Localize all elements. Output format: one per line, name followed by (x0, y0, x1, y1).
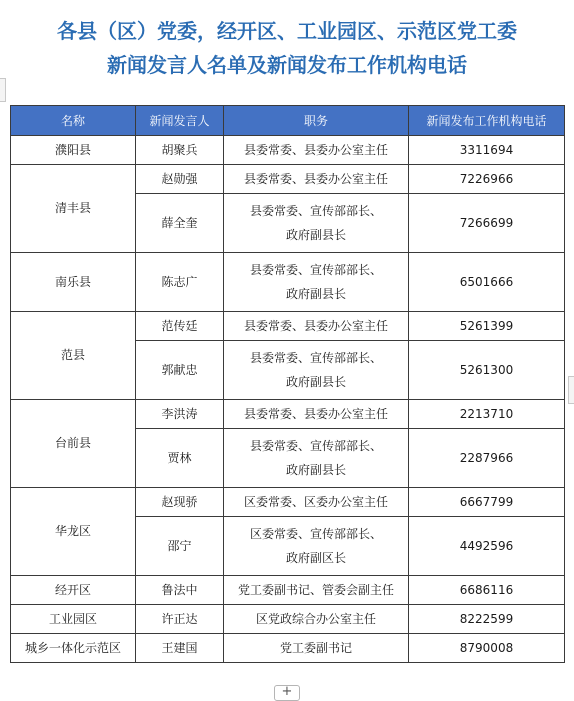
duty-cell (224, 341, 409, 400)
duty-line: 政府副县长 (285, 375, 346, 389)
table-header-row (11, 106, 565, 136)
phone-cell: 5261300 (409, 341, 565, 400)
unit-cell: 南乐县 (11, 253, 136, 312)
duty-line: 政府副县长 (285, 287, 346, 301)
duty-line: 县委常委、宣传部部长、 (249, 263, 382, 277)
duty-line: 党工委副书记、管委会副主任 (237, 582, 394, 597)
phone-cell: 6686116 (409, 576, 565, 605)
duty-cell (224, 194, 409, 253)
table-row (11, 634, 565, 663)
duty-line: 政府副县长 (285, 228, 346, 242)
spokesperson-cell: 许正达 (136, 605, 224, 634)
phone-cell: 2287966 (409, 429, 565, 488)
phone-cell: 8222599 (409, 605, 565, 634)
table-row (11, 576, 565, 605)
phone-cell: 2213710 (409, 400, 565, 429)
phone-cell: 6501666 (409, 253, 565, 312)
duty-cell (224, 400, 409, 429)
table-row (11, 400, 565, 429)
duty-cell (224, 429, 409, 488)
phone-cell: 8790008 (409, 634, 565, 663)
spokesperson-cell: 贾林 (136, 429, 224, 488)
header-duty: 职务 (224, 106, 409, 136)
spokesperson-cell: 鲁法中 (136, 576, 224, 605)
spokesperson-cell: 郭献忠 (136, 341, 224, 400)
spokesperson-cell: 胡聚兵 (136, 136, 224, 165)
header-spokesperson: 新闻发言人 (136, 106, 224, 136)
table-row (11, 488, 565, 517)
document-title (0, 14, 574, 82)
spokesperson-cell: 薛全奎 (136, 194, 224, 253)
duty-cell (224, 165, 409, 194)
duty-cell (224, 517, 409, 576)
duty-line: 县委常委、宣传部部长、 (249, 204, 382, 218)
left-margin-marker[interactable] (0, 78, 6, 102)
duty-cell (224, 253, 409, 312)
spokesperson-table (10, 105, 565, 663)
duty-line: 政府副区长 (285, 551, 346, 565)
spokesperson-cell: 陈志广 (136, 253, 224, 312)
duty-line: 县委常委、县委办公室主任 (243, 406, 388, 421)
duty-line: 区党政综合办公室主任 (255, 611, 376, 626)
right-margin-marker[interactable] (568, 376, 574, 404)
spokesperson-cell: 范传廷 (136, 312, 224, 341)
table-row (11, 136, 565, 165)
duty-cell (224, 605, 409, 634)
spokesperson-cell: 王建国 (136, 634, 224, 663)
duty-line: 县委常委、宣传部部长、 (249, 439, 382, 453)
duty-line: 县委常委、县委办公室主任 (243, 142, 388, 157)
duty-cell (224, 576, 409, 605)
title-line-2: 新闻发言人名单及新闻发布工作机构电话 (107, 53, 467, 77)
duty-cell (224, 136, 409, 165)
spokesperson-cell: 李洪涛 (136, 400, 224, 429)
phone-cell: 4492596 (409, 517, 565, 576)
spokesperson-cell: 邵宁 (136, 517, 224, 576)
table-row (11, 165, 565, 194)
table-row (11, 312, 565, 341)
duty-line: 县委常委、县委办公室主任 (243, 318, 388, 333)
unit-cell: 清丰县 (11, 165, 136, 253)
duty-cell (224, 312, 409, 341)
unit-cell: 城乡一体化示范区 (11, 634, 136, 663)
phone-cell: 7266699 (409, 194, 565, 253)
phone-cell: 7226966 (409, 165, 565, 194)
unit-cell: 台前县 (11, 400, 136, 488)
duty-cell (224, 634, 409, 663)
spokesperson-cell: 赵勋强 (136, 165, 224, 194)
duty-line: 党工委副书记 (279, 640, 352, 655)
table-row (11, 605, 565, 634)
duty-line: 县委常委、县委办公室主任 (243, 171, 388, 186)
duty-line: 县委常委、宣传部部长、 (249, 351, 382, 365)
unit-cell: 工业园区 (11, 605, 136, 634)
phone-cell: 5261399 (409, 312, 565, 341)
spokesperson-cell: 赵现骄 (136, 488, 224, 517)
unit-cell: 华龙区 (11, 488, 136, 576)
add-row-button[interactable]: + (274, 685, 300, 701)
unit-cell: 经开区 (11, 576, 136, 605)
table-row (11, 253, 565, 312)
table-body (11, 136, 565, 663)
unit-cell: 范县 (11, 312, 136, 400)
header-phone: 新闻发布工作机构电话 (409, 106, 565, 136)
duty-line: 政府副县长 (285, 463, 346, 477)
title-line-1: 各县（区）党委，经开区、工业园区、示范区党工委 (57, 19, 517, 43)
duty-line: 区委常委、区委办公室主任 (243, 494, 388, 509)
unit-cell: 濮阳县 (11, 136, 136, 165)
duty-line: 区委常委、宣传部部长、 (249, 527, 382, 541)
header-unit: 名称 (11, 106, 136, 136)
duty-cell (224, 488, 409, 517)
phone-cell: 3311694 (409, 136, 565, 165)
phone-cell: 6667799 (409, 488, 565, 517)
